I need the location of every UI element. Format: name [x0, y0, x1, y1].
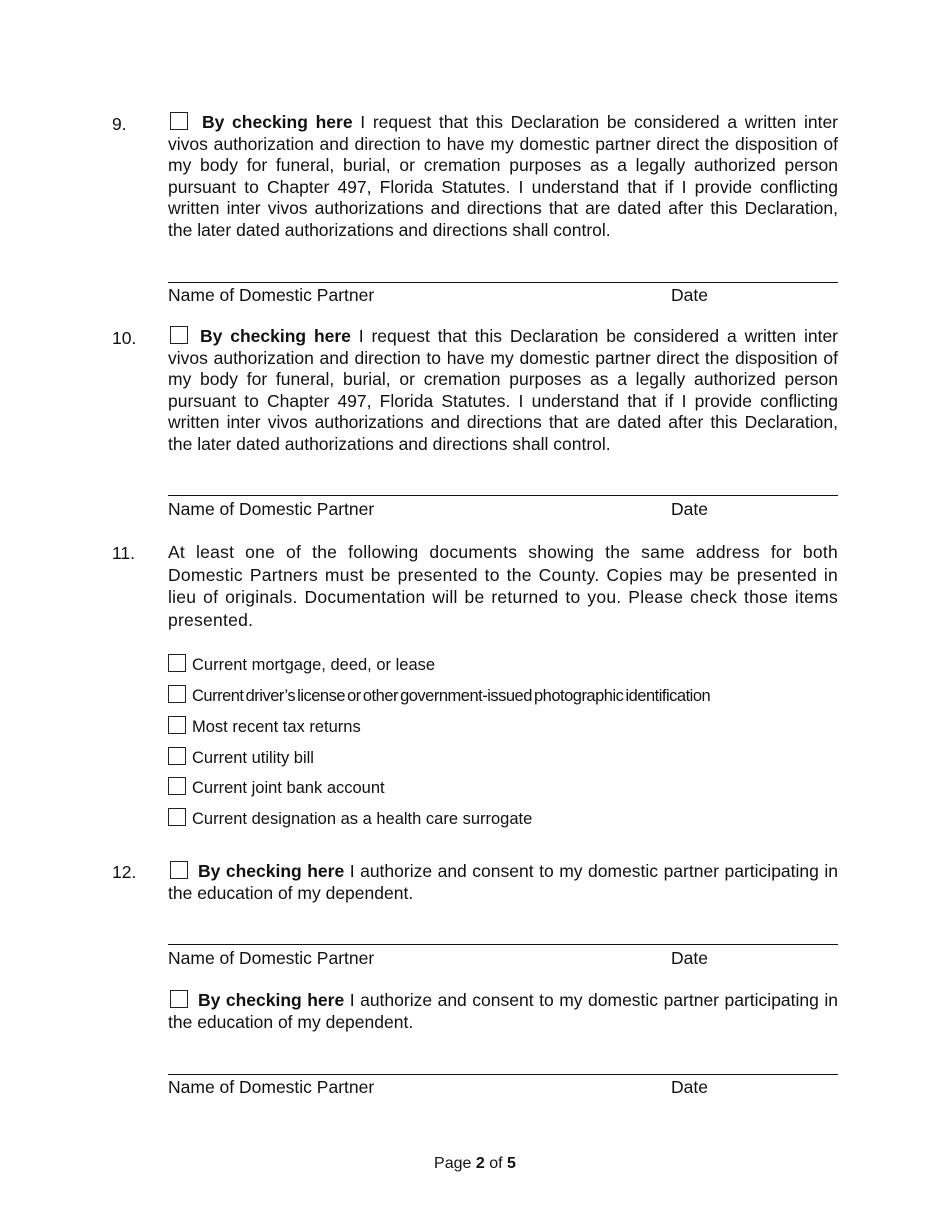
- item-10-number: 10.: [112, 328, 137, 348]
- page-word: Page: [434, 1155, 472, 1172]
- document-option-checkbox[interactable]: [168, 654, 186, 672]
- item-9-bold: By checking here: [202, 112, 353, 132]
- document-option-label: Current utility bill: [192, 749, 314, 767]
- item-11-number: 11.: [112, 543, 136, 563]
- document-option-checkbox[interactable]: [168, 747, 186, 765]
- item-9-signature-line[interactable]: [168, 282, 838, 283]
- item-9-paragraph: [168, 112, 838, 242]
- document-option-checkbox[interactable]: [168, 808, 186, 826]
- item-12b-checkbox[interactable]: [170, 990, 188, 1008]
- item-10-checkbox[interactable]: [170, 326, 188, 344]
- document-option: [168, 747, 314, 768]
- item-12-name-label: Name of Domestic Partner: [168, 948, 375, 968]
- item-12-date-label: Date: [671, 948, 708, 968]
- document-option-checkbox[interactable]: [168, 685, 186, 703]
- document-option-label: Current joint bank account: [192, 779, 385, 797]
- item-12-number: 12.: [112, 862, 137, 882]
- item-10-paragraph: [168, 326, 838, 456]
- document-option-checkbox[interactable]: [168, 777, 186, 795]
- item-10-bold: By checking here: [200, 326, 351, 346]
- document-option: [168, 716, 361, 737]
- item-12b-signature-line[interactable]: [168, 1074, 838, 1075]
- page-total: 5: [507, 1155, 516, 1172]
- item-9-number: 9.: [112, 114, 127, 134]
- document-option-label: Current designation as a health care surrogate: [192, 810, 533, 828]
- item-10-name-label: Name of Domestic Partner: [168, 499, 375, 519]
- of-word: of: [489, 1155, 503, 1172]
- document-option: [168, 777, 385, 798]
- document-option-label: Current mortgage, deed, or lease: [192, 656, 436, 674]
- item-12-signature-line[interactable]: [168, 944, 838, 945]
- item-12-paragraph: [168, 861, 838, 904]
- document-option-label: Current driver’s license or other government-issued photographic identification: [192, 687, 711, 705]
- document-option-label: Most recent tax returns: [192, 718, 361, 736]
- item-9-checkbox[interactable]: [170, 112, 188, 130]
- item-12b-text: I authorize and consent to my domestic partner participating in the education of my dependent.: [168, 990, 839, 1032]
- item-9-name-label: Name of Domestic Partner: [168, 285, 375, 305]
- item-10-text: I request that this Declaration be considered a written inter vivos authorization and direction to have my domestic partner direct the disposition of my body for funeral, burial, or cremation purposes as a legally authorized person pursuant to Chapter 497, Florida Statutes. I understand that if I provide conflicting written inter vivos authorizations and directions that are dated after this Declaration, the later dated authorizations and directions shall control.: [168, 326, 839, 454]
- item-10-date-label: Date: [671, 499, 708, 519]
- page-current: 2: [475, 1155, 485, 1172]
- document-option: [168, 808, 532, 829]
- item-10-signature-line[interactable]: [168, 495, 838, 496]
- page-footer: [0, 1155, 950, 1173]
- item-12b-date-label: Date: [671, 1077, 708, 1097]
- item-9-date-label: Date: [671, 285, 708, 305]
- item-12b-paragraph: [168, 990, 838, 1033]
- item-11-paragraph: At least one of the following documents showing the same address for both Domestic Partners must be presented to the County. Copies may be presented in lieu of originals. Documentation will be returned to you. Please check those items presented.: [168, 542, 838, 630]
- document-option: [168, 654, 435, 675]
- document-option: [168, 685, 710, 706]
- item-12-checkbox[interactable]: [170, 861, 188, 879]
- item-12b-bold: By checking here: [198, 990, 345, 1010]
- item-12b-name-label: Name of Domestic Partner: [168, 1077, 375, 1097]
- item-12-text: I authorize and consent to my domestic partner participating in the education of my dependent.: [168, 861, 839, 903]
- item-12-bold: By checking here: [198, 861, 345, 881]
- item-9-text: I request that this Declaration be considered a written inter vivos authorization and direction to have my domestic partner direct the disposition of my body for funeral, burial, or cremation purposes as a legally authorized person pursuant to Chapter 497, Florida Statutes. I understand that if I provide conflicting written inter vivos authorizations and directions that are dated after this Declaration, the later dated authorizations and directions shall control.: [168, 112, 839, 240]
- document-option-checkbox[interactable]: [168, 716, 186, 734]
